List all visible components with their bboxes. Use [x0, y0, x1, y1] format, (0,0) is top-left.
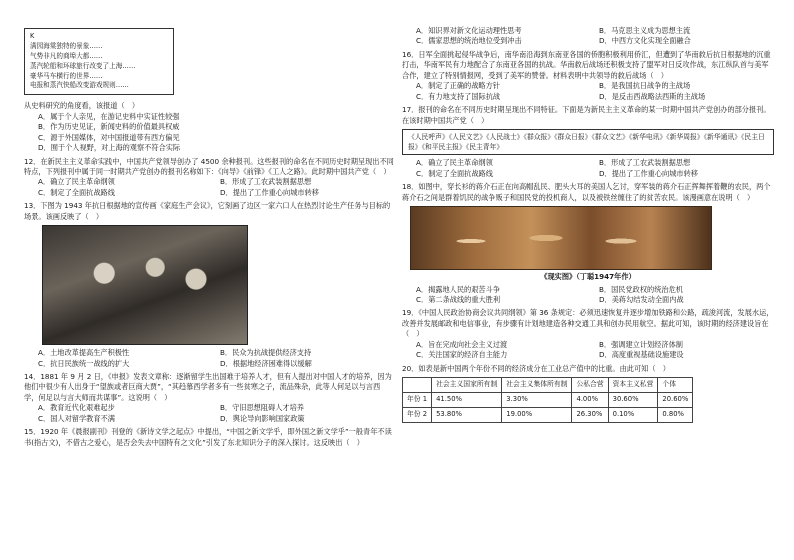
- question-14-options: [24, 403, 394, 424]
- box-line: 气势非凡的商埠大都……: [30, 51, 103, 60]
- option: D．舆论导向影响国家政策: [220, 413, 305, 423]
- option: A．制定了正确的战略方针: [416, 81, 500, 91]
- table-cell: 19.00%: [502, 407, 572, 422]
- question-17-stem: 17．报刊的命名在不同历史时期呈现出不同特征。下面是为新民主主义革命的某一时期中国共产党创办的部分报刊。在该时期中国共产党（ ）: [402, 105, 771, 125]
- option: D．是反击西战略法西斯的主战场: [599, 91, 706, 101]
- option: A．属于个人亲见，在游记史料中实证性较强: [38, 111, 180, 121]
- question-19-options: [402, 340, 774, 361]
- table-row: [403, 392, 693, 407]
- table-cell: 3.30%: [502, 392, 572, 407]
- table-cell: 0.80%: [658, 407, 693, 422]
- option: D．高度重视基础设施建设: [599, 350, 684, 360]
- table-cell: 53.80%: [432, 407, 502, 422]
- option: C．儒家思想的统治地位受到冲击: [416, 36, 522, 46]
- table-cell: 30.60%: [608, 392, 658, 407]
- question-11-options: [24, 112, 394, 154]
- option: B．守旧思想阻碍人才培养: [220, 403, 304, 413]
- option: A．知识界对新文化运动理性思考: [416, 26, 522, 35]
- box-line: K: [30, 32, 35, 40]
- option: A．揭露地人民的艰苦斗争: [416, 284, 500, 294]
- option: C．第二条战线的重大胜利: [416, 294, 501, 304]
- question-16-options: [402, 81, 774, 102]
- table-cell: 年份 2: [403, 407, 432, 422]
- newspaper-list-box: 《人民呼声》《人民文艺》《人民战士》《群众报》《群众日报》《群众文艺》《新华电讯》《新华周报》《新华通讯》《民主日报》《和平民主报》《民主青年》: [402, 129, 774, 155]
- question-17-options: [402, 158, 774, 179]
- question-13-options: [24, 348, 394, 369]
- option: B．国民党政权的统治危机: [599, 284, 683, 294]
- table-cell: 年份 1: [403, 392, 432, 407]
- table-header-cell: 社会主义集体所有制: [502, 378, 572, 393]
- table-header-cell: [403, 378, 432, 393]
- source-excerpt-box: [24, 28, 174, 95]
- table-header-row: [403, 378, 693, 393]
- image-caption: 《现实图》（丁聪1947年作）: [540, 272, 636, 282]
- family-production-meeting-image: [42, 225, 248, 345]
- table-row: [403, 407, 693, 422]
- option: A．旨在完成向社会主义过渡: [416, 339, 508, 349]
- option: A．确立了民主革命纲领: [38, 177, 115, 187]
- economic-composition-table: [402, 377, 693, 423]
- table-header-cell: 公私合营: [572, 378, 608, 393]
- reality-painting-image: [410, 206, 712, 270]
- question-11-stem: 从史料研究的角度看，该报道（ ）: [24, 101, 140, 111]
- option: B．形成了工农武装割据思想: [599, 158, 691, 168]
- table-cell: 26.30%: [572, 407, 608, 422]
- left-column: [24, 0, 394, 448]
- table-cell: 4.00%: [572, 392, 608, 407]
- question-12-options: [24, 177, 394, 198]
- question-16-stem: 16．日军全面挑起侵华战争后，南华南沿海到东南亚各国的侨胞积极利用侨汇，但遭到了华南救后抗日根据地的沉重打击，华南军民有力地配合了东南亚各国的抗战。华南救后战场还积极支持了盟军对日反攻作战，东江纵队首与美军合作，建立了特别情报网，受到了美军的赞誉。材料表明中共领导的救后战场（ ）: [402, 49, 771, 80]
- option: D．美蒋勾结发动全面内战: [599, 294, 684, 304]
- question-15-options: [402, 26, 774, 47]
- question-12-stem: 12．在新民主主义革命实践中，中国共产党领导创办了 4500 余种报刊。这些报刊的命名在不同历史时期呈现出不同特点，下列报刊中属于同一时期共产党创办的报刊名称如下：《向导》《前锋》《工人之路》。此时期中国共产党（ ）: [24, 156, 394, 176]
- option: D．提出了工作重心向城市转移: [220, 187, 319, 197]
- option: D．提出了工作重心向城市转移: [599, 168, 698, 178]
- option: C．抗日民族统一战线的扩大: [38, 358, 130, 368]
- question-13-stem: 13．下图为 1943 年抗日根据地的宣传画《家庭生产会议》，它刻画了边区一家六口人在热烈讨论生产任务与目标的场景。该画反映了（ ）: [24, 201, 391, 221]
- table-cell: 41.50%: [432, 392, 502, 407]
- option: C．制定了全面抗战路线: [38, 187, 115, 197]
- question-18-options: [402, 285, 774, 306]
- option: C．关注国家的经济自主能力: [416, 350, 508, 360]
- option: B．马克思主义成为思想主流: [599, 26, 691, 35]
- option: B．形成了工农武装割据思想: [220, 177, 312, 187]
- table-cell: 20.60%: [658, 392, 693, 407]
- table-cell: 0.10%: [608, 407, 658, 422]
- table-header-cell: 社会主义国家所有制: [432, 378, 502, 393]
- box-line: 电报和蒸汽快船改变游戏规则……: [30, 81, 129, 90]
- table-header-cell: 资本主义私营: [608, 378, 658, 393]
- option: C．有力地支持了国际抗战: [416, 91, 501, 101]
- question-15-stem: 15．1920 年《晨报副刊》刊登的《新诗文学之起点》中提出，“中国之新文学乎，即外国之新文学乎”一般青年不读书(指古文)，不借古之爱心，是否会失去中国特有之文化”引发了东北知识分子的深入探讨。这反映出（ ）: [24, 427, 392, 447]
- option: A．确立了民主革命纲领: [416, 158, 493, 168]
- option: B．作为历史见证，新闻史料的价值最具权威: [38, 122, 180, 132]
- option: B．民众为抗战提供经济支持: [220, 348, 312, 358]
- option: D．根据地经济困难得以缓解: [220, 358, 312, 368]
- option: A．教育近代化艰难起步: [38, 403, 115, 413]
- box-line: 豪华马车横行的世界……: [30, 71, 103, 80]
- table-header-cell: 个体: [658, 378, 693, 393]
- option: C．制定了全面抗战路线: [416, 168, 493, 178]
- question-19-stem: 19．《中国人民政治协商会议共同纲领》第 36 条规定：必须迅速恢复并逐步增加铁路和公路，疏浚河流，发展水运，改善并发展邮政和电信事业，有步骤有计划地建造各种交通工具和创办民用航空。据此可知，该时期的经济建设旨在（ ）: [402, 308, 774, 339]
- option: B．是我国抗日战争的主战场: [599, 81, 691, 91]
- option: A．土地改革提高生产积极性: [38, 348, 130, 358]
- box-line: 蒸汽轮船和环球旅行改变了上海……: [30, 61, 136, 70]
- box-line: 满园海棠独特的景象……: [30, 41, 103, 50]
- option: C．国人对留学教育不满: [38, 413, 115, 423]
- question-18-stem: 18．如图中，穿长衫的蒋介石正在向高帽乱民、肥头大耳的美国人乞讨，穿军装的蒋介石正挥舞挥着鞭的农民，两个蒋介石之间是群着饥民的战争贩子和国民党的投机商人，以及被铁丝缠住了的贫苦农民。该漫画意在说明（ ）: [402, 182, 771, 202]
- right-column: [402, 0, 774, 423]
- question-14-stem: 14．1881 年 9 月 2 日，《申报》发表文章称：逐渐留学生出国难于培养人才，但有人提出对中国人才的培养，因为他们中很少有人出身于“望族或者巨商大贾”，“其趋慕西学者多有一些贫寒之子，流品殊杂，此等人何足以与言西学，何足以与言大师而共谋事”。这说明（ ）: [24, 372, 392, 402]
- option: D．囿于个人视野，对上海的观察不符合实际: [38, 143, 181, 153]
- question-20-stem: 20．如表是新中国两个年份不同的经济成分在工业总产值中的比重。由此可知（ ）: [402, 363, 670, 373]
- option: D．中西方文化实现全面融合: [599, 36, 691, 46]
- option: C．源于外国媒体，对中国报道带有西方偏见: [38, 132, 180, 142]
- option: B．强调建立计划经济体制: [599, 339, 683, 349]
